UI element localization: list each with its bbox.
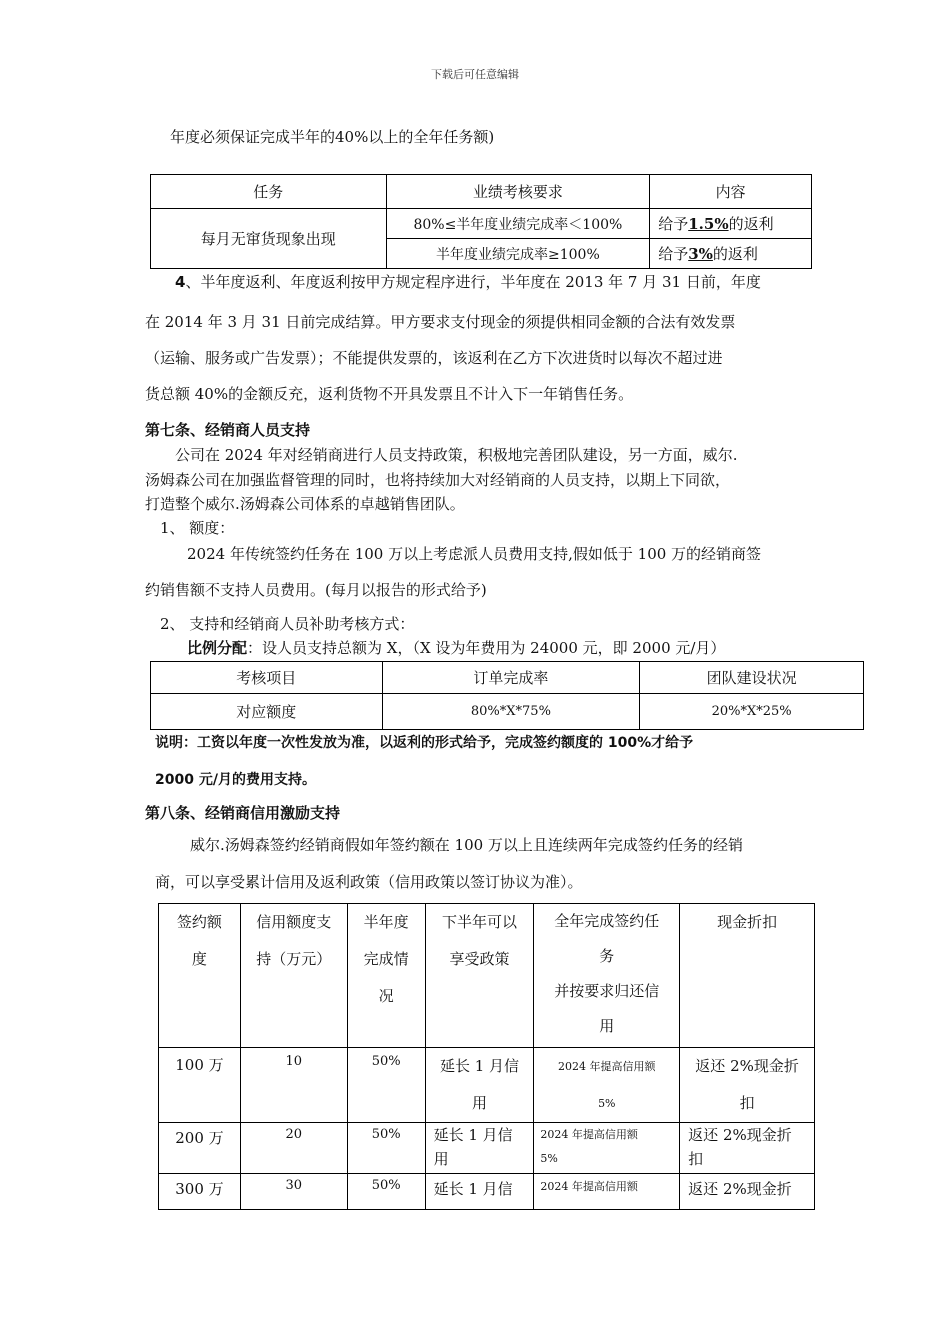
table3-row3-policy: 延长 1 月信 [425,1174,534,1210]
note-line-2: 2000 元/月的费用支持。 [155,772,316,788]
credit-table [158,903,815,1210]
article7-line-3: 打造整个威尔.汤姆森公司体系的卓越销售团队。 [145,495,465,513]
para4-line-1: 4、半年度返利、年度返利按甲方规定程序进行，半年度在 2013 年 7 月 31 日前，年度 [175,273,761,291]
article7-item1-line-1: 2024 年传统签约任务在 100 万以上考虑派人员费用支持,假如低于 100 万的经销商签 [187,545,762,563]
table1-req-2: 半年度业绩完成率≥100% [386,239,650,269]
article7-item1: 1、 额度： [160,519,235,537]
table2-team-value: 20%*X*25% [640,694,864,730]
table3-header-year: 全年完成签约任 务 并按要求归还信 用 [534,904,680,1048]
article7-line-1: 公司在 2024 年对经销商进行人员支持政策，积极地完善团队建设，另一方面，威尔. [175,446,738,464]
table3-row1-year: 2024 年提高信用额 5% [534,1048,680,1123]
para4-line-3: （运输、服务或广告发票）；不能提供发票的，该返利在乙方下次进货时以每次不超过进 [145,349,723,367]
intro-line: 年度必须保证完成半年的40%以上的全年任务额) [170,128,495,146]
table2-order-value: 80%*X*75% [382,694,640,730]
table3-row1-cash: 返还 2%现金折 扣 [680,1048,815,1123]
table3-row3-half: 50% [347,1174,425,1210]
table3-header-credit: 信用额度支 持（万元） [240,904,347,1048]
table3-row2-policy: 延长 1 月信 用 [425,1123,534,1174]
table3-header-amount: 签约额 度 [159,904,241,1048]
table1-content-2: 给予3%的返利 [650,239,812,269]
note-line-1: 说明：工资以年度一次性发放为准，以返利的形式给予，完成签约额度的 100%才给予 [155,735,694,751]
personnel-table [150,661,864,730]
table3-row2-cash: 返还 2%现金折 扣 [680,1123,815,1174]
article7-item1-line-2: 约销售额不支持人员费用。(每月以报告的形式给予) [145,581,487,599]
article8-line-1: 威尔.汤姆森签约经销商假如年签约额在 100 万以上且连续两年完成签约任务的经销 [190,836,743,854]
page-header: 下载后可任意编辑 [431,68,519,81]
table2-header-item: 考核项目 [151,662,383,694]
table3-row3-cash: 返还 2%现金折 [680,1174,815,1210]
table3-row2-amount: 200 万 [159,1123,241,1174]
article8-title: 第八条、经销商信用激励支持 [145,804,341,822]
table2-header-team: 团队建设状况 [640,662,864,694]
table1-header-task: 任务 [151,175,387,209]
table1-req-1: 80%≤半年度业绩完成率＜100% [386,209,650,239]
table3-header-half: 半年度 完成情 况 [347,904,425,1048]
table3-row3-amount: 300 万 [159,1174,241,1210]
table3-row3-credit: 30 [240,1174,347,1210]
rebate-table [150,174,812,269]
table3-header-cash: 现金折扣 [680,904,815,1048]
table1-header-req: 业绩考核要求 [386,175,650,209]
table2-row-label: 对应额度 [151,694,383,730]
article7-item2: 2、 支持和经销商人员补助考核方式： [160,615,415,633]
ratio-line: 比例分配：设人员支持总额为 X，（X 设为年费用为 24000 元，即 2000 元/月） [187,639,726,657]
table3-row2-year: 2024 年提高信用额 5% [534,1123,680,1174]
table1-task: 每月无窜货现象出现 [151,209,387,269]
table2-header-order: 订单完成率 [382,662,640,694]
table3-row3-year: 2024 年提高信用额 [534,1174,680,1210]
para4-line-4: 货总额 40%的金额反充，返利货物不开具发票且不计入下一年销售任务。 [145,385,634,403]
table3-row1-amount: 100 万 [159,1048,241,1123]
table3-header-policy: 下半年可以 享受政策 [425,904,534,1048]
table3-row2-credit: 20 [240,1123,347,1174]
table3-row1-half: 50% [347,1048,425,1123]
table3-row1-policy: 延长 1 月信 用 [425,1048,534,1123]
table3-row1-credit: 10 [240,1048,347,1123]
article8-line-2: 商，可以享受累计信用及返利政策（信用政策以签订协议为准）。 [155,873,583,891]
table3-row2-half: 50% [347,1123,425,1174]
table1-header-content: 内容 [650,175,812,209]
para4-line-2: 在 2014 年 3 月 31 日前完成结算。甲方要求支付现金的须提供相同金额的合法有效发票 [145,313,736,331]
article7-title: 第七条、经销商人员支持 [145,421,311,439]
article7-line-2: 汤姆森公司在加强监督管理的同时，也将持续加大对经销商的人员支持，以期上下同欲， [145,471,731,489]
table1-content-1: 给予1.5%的返利 [650,209,812,239]
